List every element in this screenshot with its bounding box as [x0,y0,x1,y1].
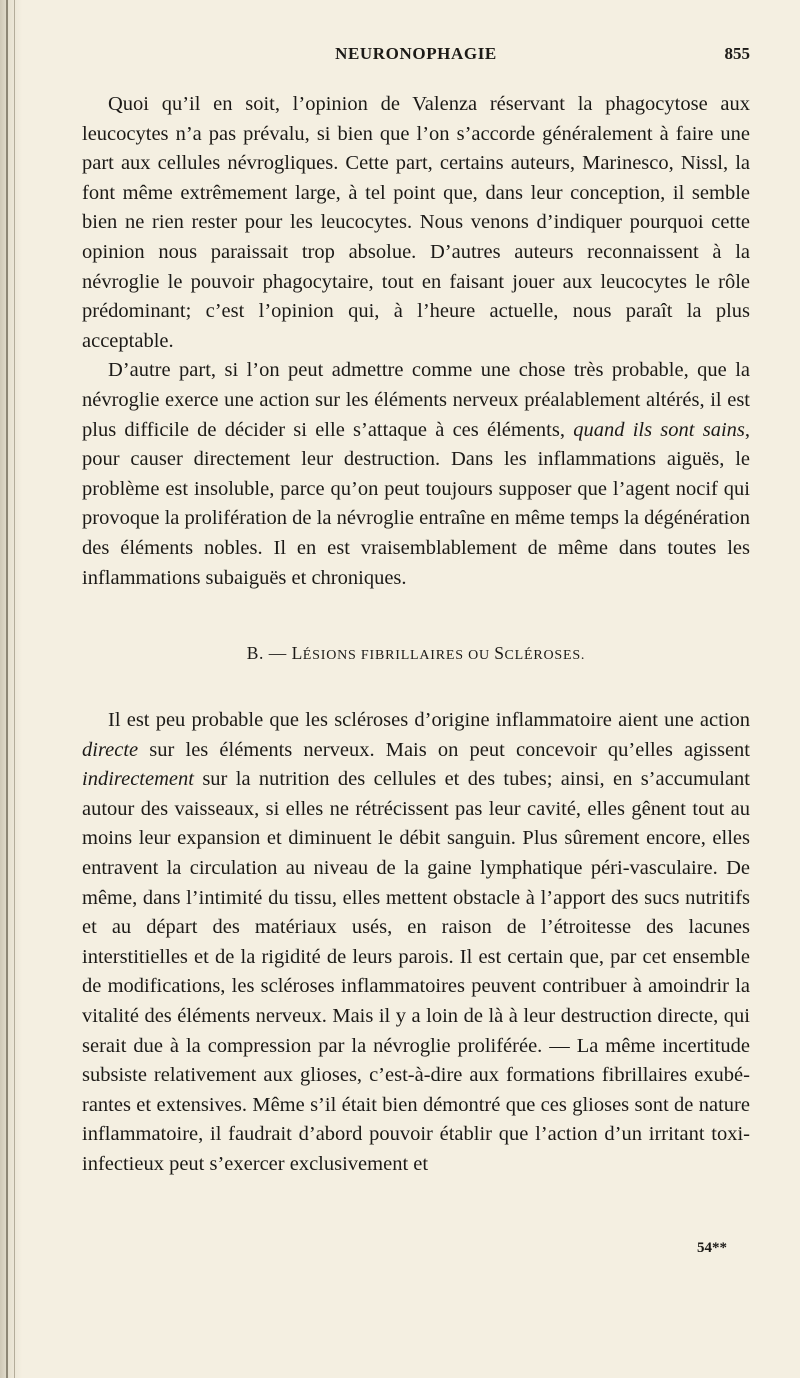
binding-line-inner [14,0,15,1378]
section-title-part-1: ÉSIONS FIBRILLAIRES OU [302,648,495,664]
paragraph-2-text-a: D’autre part, si l’on peut admettre comme une chose très probable, que la névroglie exerce une action sur les éléments nerveux préalablement altérés, il est plus difficile de décider si elle s’attaque à ces éléments, [82,359,750,441]
paragraph-1: Quoi qu’il en soit, l’opinion de Valenza réservant la phagocytose aux leucocytes n’a pas prévalu, si bien que l’on s’accorde généralement à faire une part aux cellules névrogliques. Cette part, certains auteurs, Marinesco, Nissl, la font même extrêmement large, à tel point que, dans leur conception, il semble bien ne rien rester pour les leucocytes. Nous venons d’indiquer pourquoi cette opinion nous paraissait trop absolue. D’autres auteurs reconnaissent à la névroglie le pouvoir phagocytaire, tout en faisant jouer aux leucocytes le rôle prédominant; c’est l’opinion qui, à l’heure actuelle, nous paraît la plus acceptable. [82,93,750,352]
section-title-initial-1: L [291,643,303,664]
section-title-part-2: CLÉROSES. [504,648,586,664]
paragraph-3-emphasis-1: directe [82,738,139,761]
paragraph-3 [82,706,750,1180]
paragraph-3-text-a: Il est peu probable que les scléroses d’origine inflammatoire aient une action [108,709,750,732]
binding-line [6,0,8,1378]
running-title: NEURONOPHAGIE [335,44,497,63]
paragraph-3-text-c: sur la nutrition des cellules et des tubes; ainsi, en s’accumulant autour des vaisseaux, si elles ne rétrécissent pas leur cavité, elles gênent tout au moins leur expansion et diminuent le débit sanguin. Plus sûrement encore, elles entravent la circulation au niveau de la gaine lymphatique péri-vasculaire. De même, dans l’intimité du tissu, elles mettent obstacle à l’apport des sucs nutritifs et au départ des matériaux usés, en raison de l’étroitesse des lacunes interstitielles et de la rigidité de leurs parois. Il est certain que, par cet ensemble de modifications, les scléroses inflammatoires peuvent contribuer à amoindrir la vitalité des éléments nerveux. Mais il y a loin de là à leur destruction directe, qui serait due à la compression par la névroglie proliférée. — La même incertitude subsiste relativement aux glioses, c’est-à-dire aux formations fibrillaires exubérantes et extensives. Même s’il était bien démontré que ces glioses sont de nature inflammatoire, il faudrait d’abord pouvoir établir que l’action d’un irritant toxi-infectieux peut s’exercer exclusivement et [82,768,750,1175]
page-body [82,90,750,1180]
page-header [82,44,750,70]
section-title-initial-2: S [494,643,505,664]
paragraph-2-text-b: , pour causer directement leur destruction. Dans les inflammations aiguës, le problème est insoluble, parce qu’on peut toujours supposer que l’agent nocif qui provoque la prolifération de la névroglie entraîne en même temps la dégénération des éléments nobles. Il en est vraisemblablement de même dans toutes les inflammations subaiguës et chroniques. [82,418,750,589]
paragraph-3-emphasis-2: indirectement [82,768,194,791]
page-number: 855 [724,44,750,63]
section-heading [82,643,750,664]
book-spine-shadow [0,0,22,1378]
paragraph-2 [82,356,750,593]
signature-mark: 54** [697,1240,727,1256]
section-letter: B. — [246,643,292,664]
paragraph-2-emphasis: quand ils sont sains [573,418,745,441]
paragraph-3-text-b: sur les éléments nerveux. Mais on peut concevoir qu’elles agissent [138,738,750,761]
